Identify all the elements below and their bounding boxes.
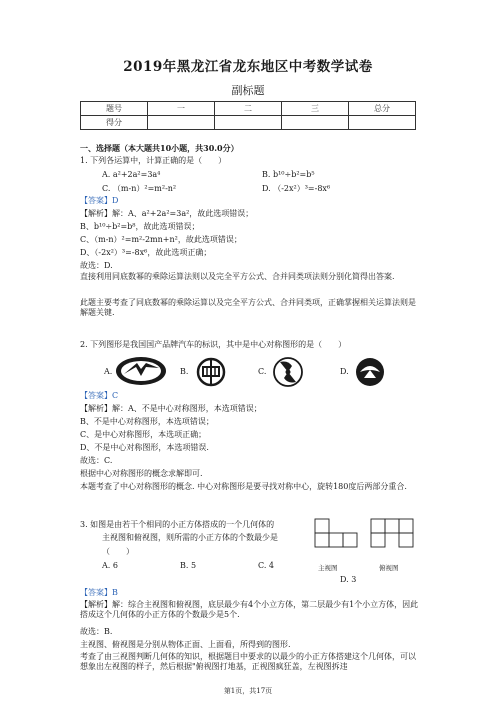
q3-analysis-line: 主视图、俯视图是分别从物体正面、上面看，所得到的图形. — [80, 640, 291, 649]
car-logo-c-icon — [272, 356, 304, 388]
question-3-stem-cont: （ ） — [102, 547, 134, 556]
table-cell: 二 — [215, 102, 282, 116]
question-3-stem-cont: 主视图和俯视图，则所需的小正方体的个数最少是 — [102, 533, 278, 542]
q1-analysis-line: 【解析】解：A、a²+2a²=3a²，故此选项错误； — [80, 209, 254, 218]
section-heading: 一、选择题（本大题共10小题，共30.0分） — [80, 143, 239, 153]
q2-analysis-line: 故选：C. — [80, 456, 113, 465]
q3-analysis-line: 【解析】解：综合主视图和俯视图，底层最少有4个小立方体，第二层最少有1个小立方体，因此搭成这个几何体的小正方体的个数最少是5个. — [80, 600, 419, 619]
table-cell: 总分 — [349, 102, 416, 116]
q1-option-a: A. a²+2a²=3a⁴ — [102, 170, 161, 179]
table-row — [81, 116, 416, 130]
page-footer: 第1页，共17页 — [223, 687, 273, 695]
q1-analysis-line: 此题主要考查了同底数幂的乘除运算以及完全平方公式、合并同类项，正确掌握相关运算法则是解题关键. — [80, 298, 416, 317]
table-row — [81, 102, 416, 116]
q3-option-c: C. 4 — [258, 561, 275, 570]
q3-option-b: B. 5 — [180, 561, 197, 570]
q1-analysis-line: C、（m-n）²=m²-2mn+n²，故此选项错误； — [80, 235, 242, 244]
front-view-label: 主视图 — [318, 564, 338, 572]
q2-option-d: D. — [340, 367, 349, 376]
q1-analysis-line: D、（-2x²）³=-8x⁶，故此选项正确； — [80, 248, 212, 257]
q2-answer: 【答案】C — [80, 391, 119, 400]
q2-option-a: A. — [104, 367, 113, 376]
table-cell — [349, 116, 416, 130]
car-logo-a-icon — [115, 356, 167, 386]
q2-analysis-line: B、不是中心对称图形，本选项错误； — [80, 417, 214, 426]
q1-analysis-line: B、b¹⁰÷b²=b⁸，故此选项错误； — [80, 222, 200, 231]
q2-analysis-line: 根据中心对称图形的概念求解即可. — [80, 469, 203, 478]
top-view-diagram — [370, 518, 414, 562]
page-subtitle: 副标题 — [231, 84, 265, 97]
q1-analysis-line: 直接利用同底数幂的乘除运算法则以及完全平方公式、合并同类项法则分别化简得出答案. — [80, 272, 395, 281]
q2-analysis-line: C、是中心对称图形，本选项正确； — [80, 430, 207, 439]
q1-option-d: D. （-2x²）³=-8x⁶ — [262, 184, 331, 193]
q2-analysis-line: D、不是中心对称图形，本选项错误. — [80, 443, 209, 452]
q2-option-b: B. — [180, 367, 189, 376]
table-cell: 一 — [148, 102, 215, 116]
page-title: 2019年黑龙江省龙东地区中考数学试卷 — [123, 59, 373, 75]
q3-analysis-line: 故选：B. — [80, 627, 113, 636]
q3-option-d: D. 3 — [340, 575, 357, 584]
table-cell — [148, 116, 215, 130]
q3-option-a: A. 6 — [102, 561, 118, 570]
top-view-label: 俯视图 — [379, 564, 399, 572]
table-cell: 三 — [282, 102, 349, 116]
q1-analysis-line: 故选：D. — [80, 261, 113, 270]
q2-analysis-line: 本题考查了中心对称图形的概念. 中心对称图形是要寻找对称中心，旋转180度后两部分重合. — [80, 482, 407, 491]
car-logo-d-icon — [354, 356, 386, 388]
q1-answer: 【答案】D — [80, 196, 119, 205]
car-logo-b-icon — [196, 357, 226, 387]
question-1-stem: 1. 下列各运算中，计算正确的是（ ） — [80, 156, 227, 165]
q3-answer: 【答案】B — [80, 588, 118, 597]
q1-option-c: C. （m-n）²=m²-n² — [102, 184, 177, 193]
table-cell — [282, 116, 349, 130]
q1-option-b: B. b¹⁰÷b²=b⁵ — [262, 170, 315, 179]
question-3-stem: 3. 如图是由若干个相同的小正方体搭成的一个几何体的 — [80, 520, 275, 529]
q2-analysis-line: 【解析】解：A、不是中心对称图形，本选项错误； — [80, 404, 262, 413]
question-2-stem: 2. 下列图形是我国国产品牌汽车的标识，其中是中心对称图形的是（ ） — [80, 340, 347, 349]
front-view-diagram — [314, 518, 358, 562]
q3-analysis-line: 考查了由三视图判断几何体的知识，根据题目中要求的以最少的小正方体搭建这个几何体，可以想象出左视图的样子，然后根据"俯视图打地基，正视图疯狂盖，左视图拆违 — [80, 652, 416, 671]
q2-option-c: C. — [258, 367, 267, 376]
table-cell: 得分 — [81, 116, 148, 130]
table-cell: 题号 — [81, 102, 148, 116]
table-cell — [215, 116, 282, 130]
score-table — [80, 101, 416, 130]
